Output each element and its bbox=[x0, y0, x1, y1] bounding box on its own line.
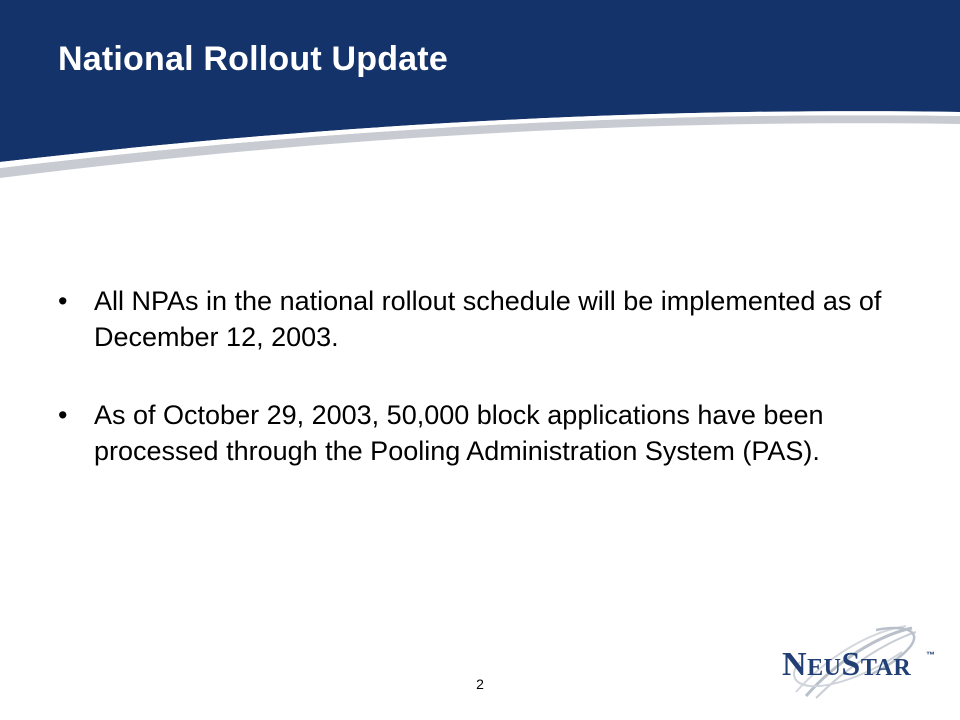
logo-trademark: ™ bbox=[926, 650, 935, 660]
logo-letter-s: S bbox=[841, 646, 861, 683]
logo-wordmark bbox=[782, 646, 911, 684]
neustar-logo bbox=[776, 622, 944, 702]
bullet-text: As of October 29, 2003, 50,000 block applications have been processed through the Pooling Administration System (PAS). bbox=[94, 400, 824, 466]
bullet-list bbox=[58, 283, 918, 511]
bullet-marker: • bbox=[58, 400, 68, 430]
bullet-marker: • bbox=[58, 286, 68, 316]
page-number: 2 bbox=[476, 676, 484, 692]
header-navy-background bbox=[0, 0, 960, 162]
header-band bbox=[0, 0, 960, 180]
bullet-item-rollout bbox=[58, 283, 918, 355]
logo-letters-tar: TAR bbox=[860, 655, 912, 681]
logo-letters-eu: EU bbox=[807, 655, 842, 681]
bullet-item-applications bbox=[58, 397, 918, 469]
slide-title: National Rollout Update bbox=[58, 40, 448, 78]
logo-letter-n: N bbox=[782, 646, 808, 683]
bullet-text: All NPAs in the national rollout schedule will be implemented as of December 12, 2003. bbox=[94, 286, 882, 352]
